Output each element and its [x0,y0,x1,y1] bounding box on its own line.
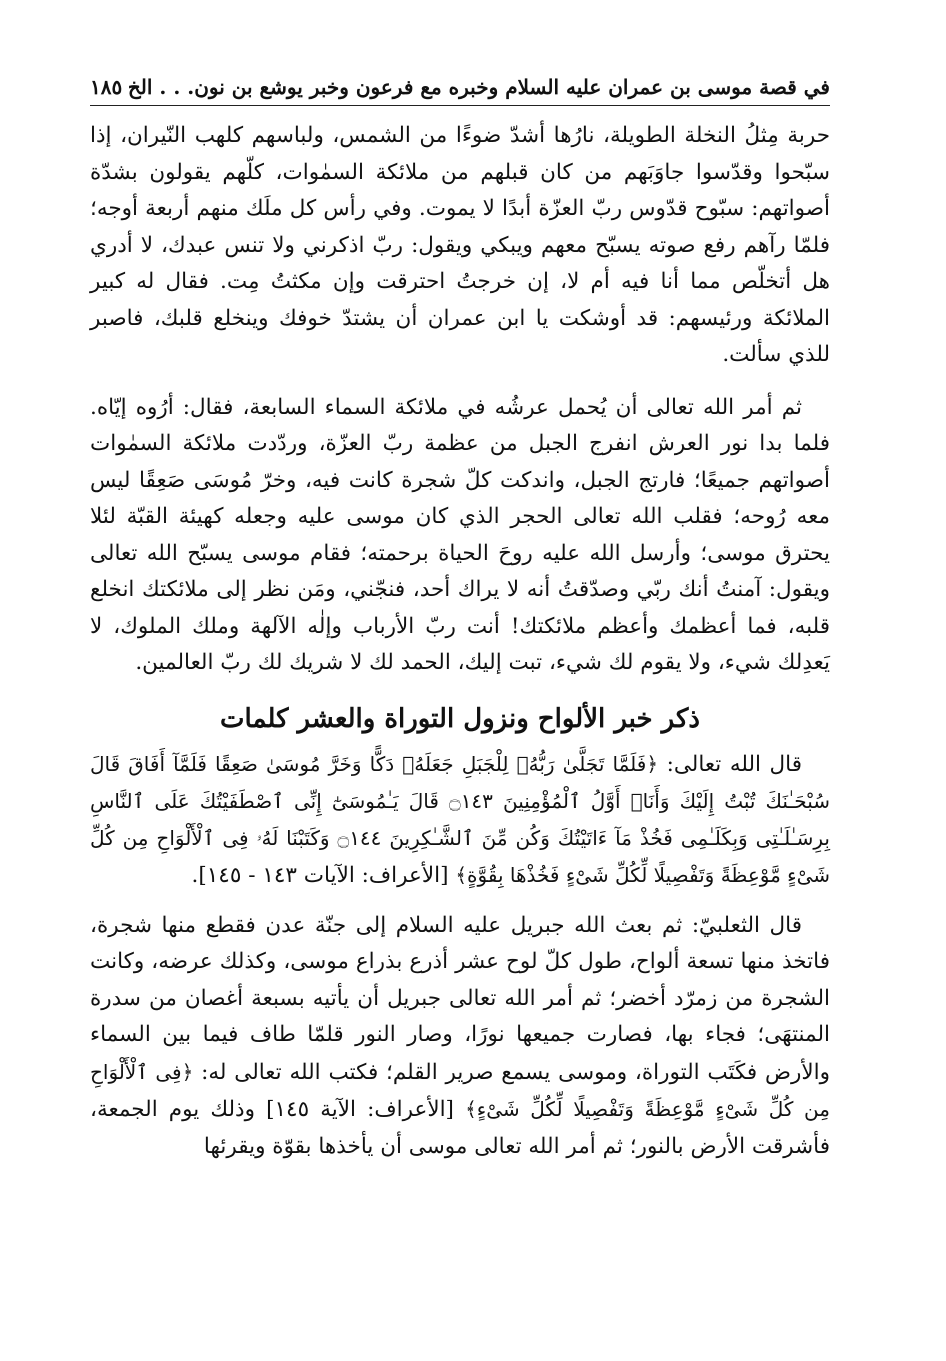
running-header [90,54,830,106]
verse-reference: [الأعراف: الآيات ١٤٣ - ١٤٥]. [191,862,456,888]
thalabi-text-1: قال الثعلبيّ: ثم بعث الله جبريل عليه السلام إلى جنّة عدن فقطع منها شجرة، فاتخذ منها تسعة ألواح، طول كلّ لوح عشر أذرع بذراع موسى، وكذلك عرضه، وكانت الشجرة من زمرّد أخضر؛ ثم أمر الله تعالى جبريل أن يأتيه بسبعة أغصان من سدرة المنتهَى؛ فجاء بها، فصارت جميعها نورًا، وصار النور قلمّا طاف فيما بين السماء والأرض فكَتَب التوراة، وموسى يسمع صرير القلم؛ فكتب الله تعالى له: [90,912,830,1085]
quran-verse: ﴿فَلَمَّا تَجَلَّىٰ رَبُّهُۥ لِلْجَبَلِ جَعَلَهُۥ دَكًّا وَخَرَّ مُوسَىٰ صَعِقًا فَلَمَّآ أَفَاقَ قَالَ سُبْحَـٰنَكَ تُبْتُ إِلَيْكَ وَأَنَا۠ أَوَّلُ ٱلْمُؤْمِنِينَ ۝١٤٣ قَالَ يَـٰمُوسَىٰٓ إِنِّى ٱصْطَفَيْتُكَ عَلَى ٱلنَّاسِ بِرِسَـٰلَـٰتِى وَبِكَلَـٰمِى فَخُذْ مَآ ءَاتَيْتُكَ وَكُن مِّنَ ٱلشَّـٰكِرِينَ ۝١٤٤ وَكَتَبْنَا لَهُۥ فِى ٱلْأَلْوَاحِ مِن كُلِّ شَىْءٍ مَّوْعِظَةً وَتَفْصِيلًا لِّكُلِّ شَىْءٍ فَخُذْهَا بِقُوَّةٍ﴾ [90,751,830,887]
paragraph-thalabi [90,908,830,1166]
thalabi-text-2: [الأعراف: الآية ١٤٥] وذلك يوم الجمعة، فأشرقت الأرض بالنور؛ ثم أمر الله تعالى موسى أن يأخذها بقوّة ويقرئها [90,1097,830,1159]
paragraph-1: حربة مِثلُ النخلة الطويلة، نارُها أشدّ ضوءًا من الشمس، ولباسهم كلهب النّيران، إذا سبّحوا وقدّسوا جاوَبَهم من كان قبلهم من ملائكة السمٰوات، كلّهم يقولون بشدّة أصواتهم: سبّوح قدّوس ربّ العزّة أبدًا لا يموت. وفي رأس كل ملَك منهم أربعة أوجه؛ فلمّا رآهم رفع صوته يسبّح معهم ويبكي ويقول: ربّ اذكرني ولا تنس عبدك، لا أدري هل أتخلّص مما أنا فيه أم لا، إن خرجتُ احترقت وإن مكثتُ مِت. فقال له كبير الملائكة ورئيسهم: قد أوشكت يا ابن عمران أن يشتدّ خوفك وينخلع قلبك، فاصبر للذي سألت. [90,123,830,367]
running-title: في قصة موسى بن عمران عليه السلام وخبره مع فرعون وخبر يوشع بن نون. . . الخ [127,75,830,99]
page-number: ١٨٥ [90,75,123,99]
section-heading: ذكر خبر الألواح ونزول التوراة والعشر كلمات [220,703,700,734]
citation-intro: قال الله تعالى: [658,751,802,777]
paragraph-quran-citation [90,746,830,894]
paragraph-2: ثم أمر الله تعالى أن يُحمل عرشُه في ملائكة السماء السابعة، فقال: أرُوه إيّاه. فلما بدا نور العرش انفرج الجبل من عظمة ربّ العزّة، وردّدت ملائكة السمٰوات أصواتهم جميعًا؛ فارتج الجبل، واندكت كلّ شجرة كانت فيه، وخرّ مُوسَى صَعِقًا ليس معه رُوحه؛ فقلب الله تعالى الحجر الذي كان موسى عليه وجعله كهيئة القبّة لئلا يحترق موسى؛ وأرسل الله عليه روحَ الحياة برحمته؛ فقام موسى يسبّح الله تعالى ويقول: آمنتُ أنك ربّي وصدّقتُ أنه لا يراك أحد، فنجّني، ومَن نظر إلى ملائكتك انخلع قلبه، فما أعظمك وأعظم ملائكتك! أنت ربّ الأرباب وإلٰه الآلهة وملك الملوك، لا يَعدِلك شيء، ولا يقوم لك شيء، تبت إليك، الحمد لك لا شريك لك ربّ العالمين. [90,394,830,675]
book-page [90,54,830,1344]
quran-verse-short: ﴿فِى ٱلْأَلْوَاحِ مِن كُلِّ شَىْءٍ مَّوْعِظَةً وَتَفْصِيلًا لِّكُلِّ شَىْءٍ﴾ [90,1059,830,1121]
